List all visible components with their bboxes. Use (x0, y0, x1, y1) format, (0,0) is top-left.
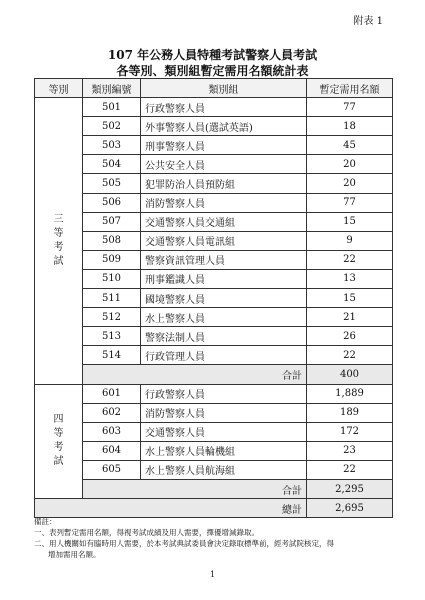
header-quota: 暫定需用名額 (307, 79, 393, 98)
table-row (35, 174, 393, 193)
category-name: 水上警察人員航海組 (141, 460, 307, 479)
note-2: 二、用人機關如有臨時用人需要，於本考試典試委員會決定錄取標準前，經考試院核定，得 (34, 539, 334, 548)
grade4-subtotal-value: 2,295 (307, 479, 393, 498)
grade3-grade-label: 三等考試 (53, 213, 64, 267)
notes-section (34, 516, 392, 560)
header-code: 類別編號 (83, 79, 141, 98)
table-row (35, 308, 393, 327)
category-name: 水上警察人員輪機組 (141, 441, 307, 460)
quota-value: 9 (307, 231, 393, 250)
category-name: 犯罪防治人員預防組 (141, 174, 307, 193)
table-row (35, 155, 393, 174)
category-code: 504 (83, 155, 141, 174)
category-name: 水上警察人員 (141, 308, 307, 327)
quota-value: 15 (307, 289, 393, 308)
table-row (35, 269, 393, 288)
table-body (35, 98, 393, 518)
category-name: 刑事警察人員 (141, 136, 307, 155)
quota-value: 1,889 (307, 384, 393, 403)
quota-value: 77 (307, 193, 393, 212)
quota-value: 23 (307, 441, 393, 460)
total-value: 2,695 (307, 499, 393, 518)
grade4-grade-cell (35, 384, 83, 499)
quota-value: 22 (307, 460, 393, 479)
total-label: 總計 (35, 499, 307, 518)
grade3-subtotal-row (35, 365, 393, 384)
category-code: 510 (83, 269, 141, 288)
category-code: 505 (83, 174, 141, 193)
grade3-subtotal-value: 400 (307, 365, 393, 384)
note-1: 一、表列暫定需用名額，得視考試成績及用人需要，擇優增減錄取。 (34, 528, 259, 537)
category-name: 警察法制人員 (141, 327, 307, 346)
table-row (35, 441, 393, 460)
quota-value: 189 (307, 403, 393, 422)
category-name: 警察資訊管理人員 (141, 250, 307, 269)
quota-value: 77 (307, 98, 393, 117)
category-name: 消防警察人員 (141, 193, 307, 212)
category-code: 602 (83, 403, 141, 422)
quota-value: 20 (307, 174, 393, 193)
quota-value: 15 (307, 212, 393, 231)
category-name: 刑事鑑識人員 (141, 269, 307, 288)
table-row (35, 460, 393, 479)
category-name: 行政警察人員 (141, 384, 307, 403)
category-code: 501 (83, 98, 141, 117)
table-row (35, 193, 393, 212)
category-code: 514 (83, 346, 141, 365)
quota-value: 21 (307, 308, 393, 327)
table-row (35, 289, 393, 308)
quota-value: 22 (307, 346, 393, 365)
grade3-subtotal-label: 合計 (83, 365, 307, 384)
total-row (35, 499, 393, 518)
annex-label: 附表 1 (353, 16, 383, 27)
table-row (35, 384, 393, 403)
grade4-grade-label: 四等考試 (53, 414, 64, 468)
notes-heading: 備註： (34, 517, 57, 526)
category-name: 行政警察人員 (141, 98, 307, 117)
category-name: 消防警察人員 (141, 403, 307, 422)
quota-value: 172 (307, 422, 393, 441)
quota-table (34, 78, 393, 518)
table-row (35, 422, 393, 441)
category-code: 603 (83, 422, 141, 441)
table-row (35, 117, 393, 136)
category-code: 508 (83, 231, 141, 250)
category-name: 交通警察人員交通組 (141, 212, 307, 231)
header-category: 類別組 (141, 79, 307, 98)
category-name: 交通警察人員 (141, 422, 307, 441)
category-name: 交通警察人員電訊組 (141, 231, 307, 250)
table-row (35, 346, 393, 365)
category-code: 601 (83, 384, 141, 403)
category-code: 503 (83, 136, 141, 155)
category-code: 605 (83, 460, 141, 479)
category-code: 604 (83, 441, 141, 460)
grade3-grade-cell (35, 98, 83, 384)
category-code: 509 (83, 250, 141, 269)
document-subtitle: 各等別、類別組暫定需用名額統計表 (116, 64, 309, 78)
document-title: 107 年公務人員特種考試警察人員考試 (107, 48, 318, 62)
grade4-subtotal-row (35, 479, 393, 498)
table-row (35, 403, 393, 422)
page-number: 1 (209, 570, 216, 579)
quota-value: 18 (307, 117, 393, 136)
quota-value: 20 (307, 155, 393, 174)
category-name: 行政管理人員 (141, 346, 307, 365)
table-row (35, 250, 393, 269)
category-name: 外事警察人員(選試英語) (141, 117, 307, 136)
category-name: 公共安全人員 (141, 155, 307, 174)
table-header-row (35, 79, 393, 98)
category-code: 511 (83, 289, 141, 308)
quota-value: 22 (307, 250, 393, 269)
category-name: 國境警察人員 (141, 289, 307, 308)
table-row (35, 327, 393, 346)
table-row (35, 231, 393, 250)
grade4-subtotal-label: 合計 (83, 479, 307, 498)
category-code: 512 (83, 308, 141, 327)
header-grade: 等別 (35, 79, 83, 98)
quota-value: 45 (307, 136, 393, 155)
note-2-continued: 增加需用名額。 (48, 550, 101, 559)
quota-value: 13 (307, 269, 393, 288)
table-row (35, 98, 393, 117)
table-row (35, 136, 393, 155)
category-code: 502 (83, 117, 141, 136)
category-code: 506 (83, 193, 141, 212)
quota-value: 26 (307, 327, 393, 346)
category-code: 507 (83, 212, 141, 231)
category-code: 513 (83, 327, 141, 346)
table-row (35, 212, 393, 231)
